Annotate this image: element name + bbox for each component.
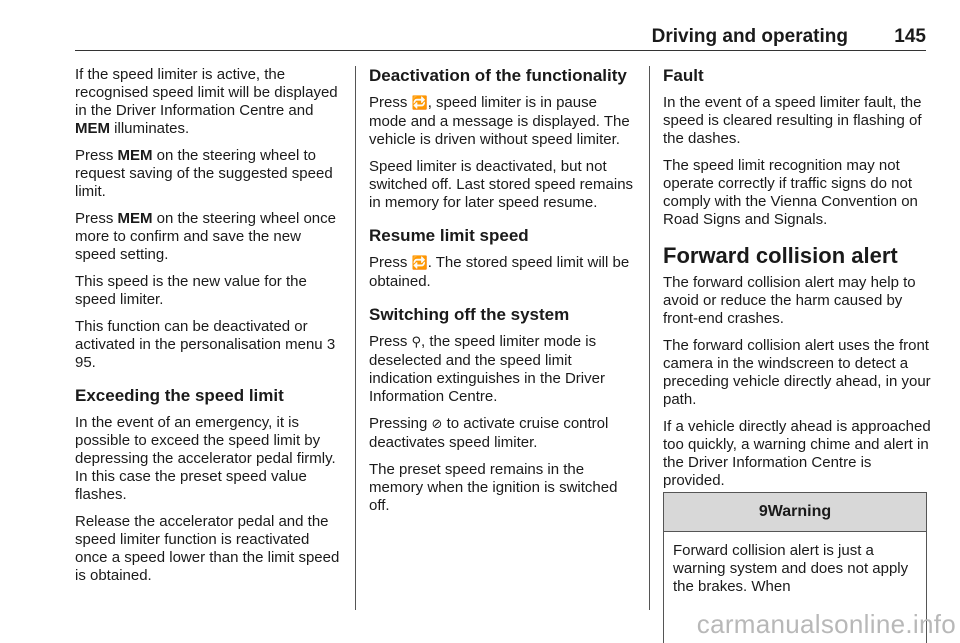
heading-exceeding: Exceeding the speed limit: [75, 386, 284, 405]
section-title: Driving and operating: [651, 26, 848, 47]
paragraph: The speed limit recognition may not operate correctly if traffic signs do not comply with the Vienna Convention on Road Signs and Signals.: [663, 157, 918, 228]
warning-triangle-icon: 9: [758, 503, 768, 520]
speed-limiter-icon: 🔁: [411, 256, 428, 271]
paragraph: The preset speed remains in the memory when the ignition is switched off.: [369, 461, 618, 514]
page-header: [75, 26, 926, 50]
paragraph: Press ⚲, the speed limiter mode is deselected and the speed limit indication extinguishes in the Driver Information Centre.: [369, 333, 605, 405]
page-reference-link[interactable]: 3 95.: [75, 336, 336, 371]
header-rule: [75, 50, 926, 51]
heading-switching-off: Switching off the system: [369, 305, 570, 324]
paragraph: Press MEM on the steering wheel once more to confirm and save the new speed setting.: [75, 210, 336, 263]
paragraph: This speed is the new value for the speed limiter.: [75, 273, 307, 308]
watermark: carmanualsonline.info: [696, 609, 956, 639]
heading-deactivation: Deactivation of the functionality: [369, 66, 627, 85]
column-divider: [649, 66, 650, 610]
paragraph: If the speed limiter is active, the recognised speed limit will be displayed in the Driver Information Centre and MEM illuminates.: [75, 66, 338, 137]
column-divider: [355, 66, 356, 610]
paragraph: Press 🔁, speed limiter is in pause mode and a message is displayed. The vehicle is driven without speed limiter.: [369, 94, 630, 148]
page-number: 145: [894, 26, 926, 47]
paragraph: If a vehicle directly ahead is approached too quickly, a warning chime and alert in the Driver Information Centre is provided.: [663, 418, 931, 489]
paragraph: Pressing ⊘ to activate cruise control deactivates speed limiter.: [369, 415, 609, 451]
column-2: [369, 66, 637, 524]
paragraph: The forward collision alert uses the front camera in the windscreen to detect a preceding vehicle directly ahead, in your path.: [663, 337, 931, 408]
heading-resume: Resume limit speed: [369, 226, 529, 245]
paragraph: This function can be deactivated or activated in the personalisation menu 3 95.: [75, 318, 336, 371]
paragraph: Release the accelerator pedal and the speed limiter function is reactivated once a speed lower than the limit speed is obtained.: [75, 513, 340, 584]
paragraph: In the event of a speed limiter fault, the speed is cleared resulting in flashing of the dashes.: [663, 94, 922, 147]
paragraph: Speed limiter is deactivated, but not switched off. Last stored speed remains in memory for later speed resume.: [369, 158, 634, 211]
paragraph: Press MEM on the steering wheel to request saving of the suggested speed limit.: [75, 147, 333, 200]
paragraph: The forward collision alert may help to avoid or reduce the harm caused by front-end crashes.: [663, 274, 916, 327]
warning-text: Forward collision alert is just a warning system and does not apply the brakes. When: [673, 542, 909, 595]
paragraph: Press 🔁. The stored speed limit will be obtained.: [369, 254, 630, 290]
warning-header: [664, 493, 926, 532]
heading-forward-collision-alert: Forward collision alert: [663, 243, 898, 268]
speed-limiter-off-icon: ⚲: [411, 335, 422, 350]
cruise-control-icon: ⊘: [431, 417, 443, 432]
heading-fault: Fault: [663, 66, 704, 85]
column-1: [75, 66, 343, 594]
warning-title: Warning: [767, 503, 832, 520]
column-3: [663, 66, 931, 499]
speed-limiter-icon: 🔁: [411, 96, 428, 111]
paragraph: In the event of an emergency, it is possible to exceed the speed limit by depressing the accelerator pedal firmly. In this case the preset speed value flashes.: [75, 414, 336, 503]
